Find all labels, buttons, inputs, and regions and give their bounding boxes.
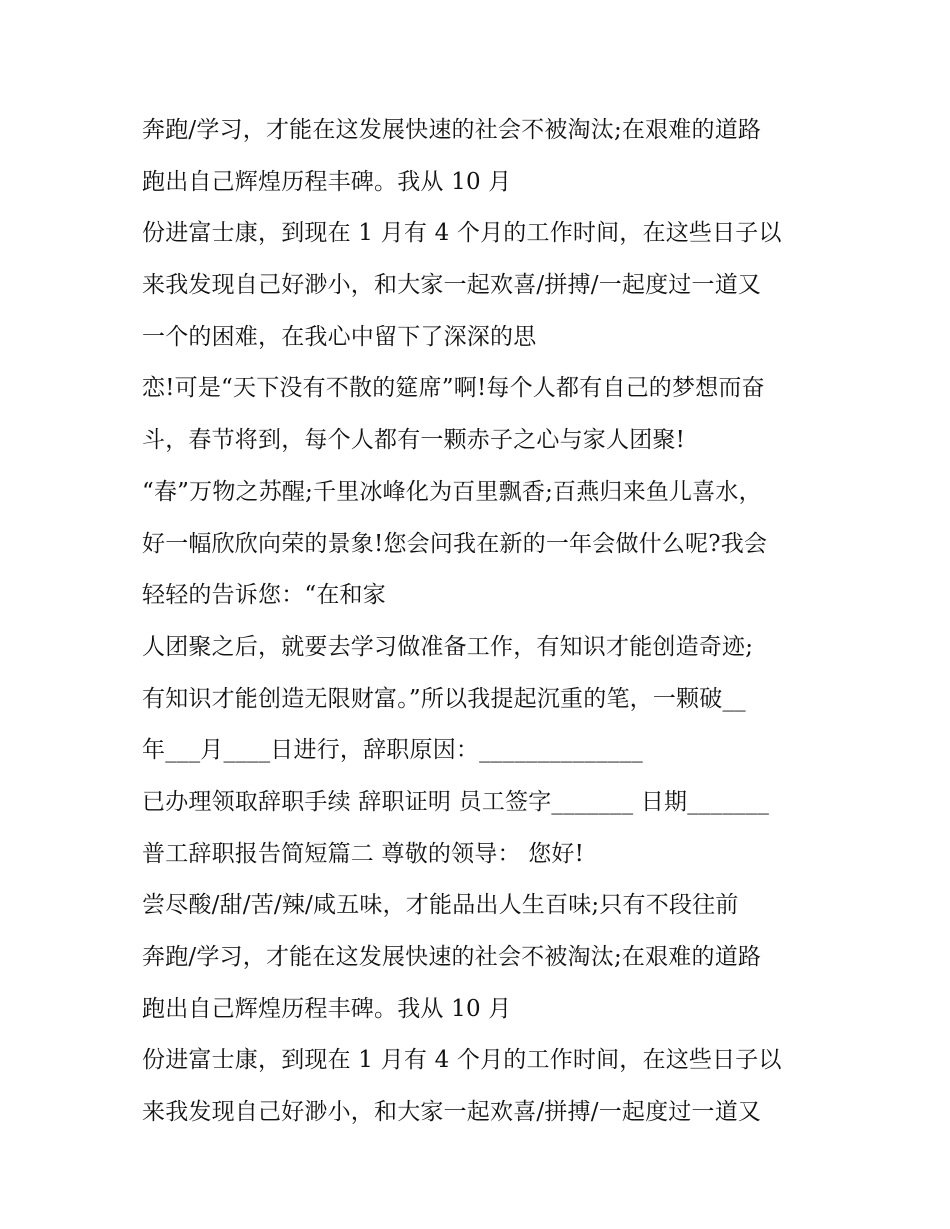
section-heading-line: 普工辞职报告简短篇二 尊敬的领导： 您好!: [142, 840, 585, 867]
text-line: 恋!可是“天下没有不散的筵席”啊!每个人都有自己的梦想而奋: [142, 375, 765, 402]
document-body: [142, 105, 832, 1139]
text-line: 人团聚之后，就要去学习做准备工作，有知识才能创造奇迹;: [142, 633, 754, 660]
text-line: 一个的困难，在我心中留下了深深的思: [142, 323, 537, 350]
text-line: 来我发现自己好渺小，和大家一起欢喜/拼搏/一起度过一道又: [142, 1099, 762, 1126]
text-line: 已办理领取辞职手续 辞职证明 员工签字_______ 日期_______: [142, 788, 770, 815]
text-line: 年___月____日进行，辞职原因：______________: [142, 737, 643, 764]
text-line: 跑出自己辉煌历程丰碑。我从 10 月: [142, 168, 512, 195]
text-line: 来我发现自己好渺小，和大家一起欢喜/拼搏/一起度过一道又: [142, 272, 762, 299]
text-line: “春”万物之苏醒;千里冰峰化为百里飘香;百燕归来鱼儿喜水，: [142, 478, 762, 505]
text-line: 好一幅欣欣向荣的景象!您会问我在新的一年会做什么呢?我会: [142, 530, 768, 557]
text-line: 轻轻的告诉您：“在和家: [142, 582, 386, 609]
text-line: 奔跑/学习，才能在这发展快速的社会不被淘汰;在艰难的道路: [142, 944, 762, 970]
text-line: 有知识才能创造无限财富。”所以我提起沉重的笔，一颗破__: [142, 685, 746, 712]
text-line: 份进富士康，到现在 1 月有 4 个月的工作时间，在这些日子以: [142, 220, 782, 247]
text-line: 奔跑/学习，才能在这发展快速的社会不被淘汰;在艰难的道路: [142, 117, 762, 143]
text-line: 尝尽酸/甜/苦/辣/咸五味，才能品出人生百味;只有不段往前: [142, 892, 739, 919]
text-line: 份进富士康，到现在 1 月有 4 个月的工作时间，在这些日子以: [142, 1047, 782, 1074]
text-line: 斗，春节将到，每个人都有一颗赤子之心与家人团聚!: [142, 427, 686, 454]
text-line: 跑出自己辉煌历程丰碑。我从 10 月: [142, 995, 512, 1022]
